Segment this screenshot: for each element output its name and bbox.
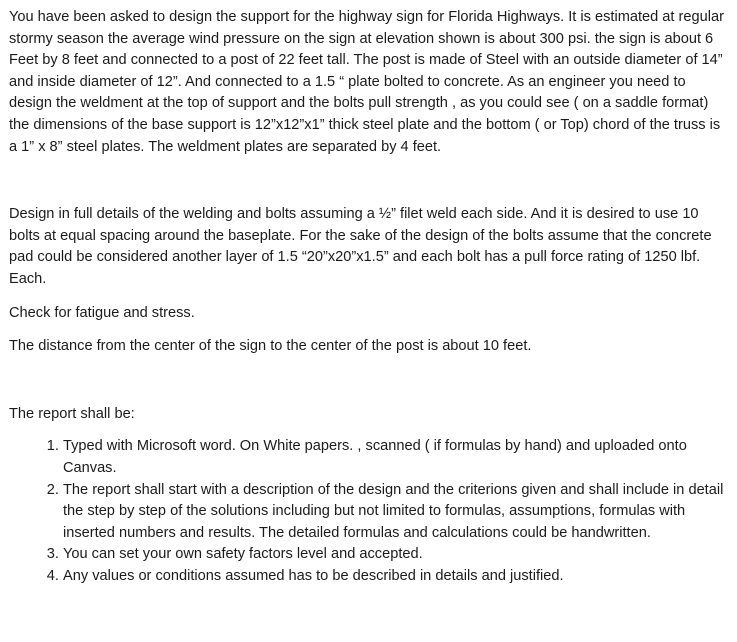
report-requirements-list xyxy=(9,436,725,587)
design-paragraph: Design in full details of the welding and bolts assuming a ½” filet weld each side. And it is desired to use 10 bolts at equal spacing around the baseplate. For the sake of the design of the bolts assume that the concrete pad could be considered another layer of 1.5 “20”x20”x1.5” and each bolt has a pull force rating of 1250 lbf. Each. xyxy=(9,206,712,287)
list-item: 2. The report shall start with a description of the design and the criterions given and shall include in detail the step by step of the solutions including but not limited to formulas, assumptions, formulas with inserted numbers and results. The detailed formulas and calculations could be handwritten. xyxy=(63,480,725,545)
intro-paragraph: You have been asked to design the support for the highway sign for Florida Highways. It is estimated at regular stormy season the average wind pressure on the sign at elevation shown is about 300 psi. the sign is about 6 Feet by 8 feet and connected to a post of 22 feet tall. The post is made of Steel with an outside diameter of 14” and inside diameter of 12”. And connected to a 1.5 “ plate bolted to concrete. As an engineer you need to design the weldment at the top of support and the bolts pull strength , as you could see ( on a saddle format) the dimensions of the base support is 12”x12”x1” thick steel plate and the bottom ( or Top) chord of the truss is a 1” x 8” steel plates. The weldment plates are separated by 4 feet. xyxy=(9,9,724,155)
document-page xyxy=(9,7,725,587)
list-item: 1. Typed with Microsoft word. On White papers. , scanned ( if formulas by hand) and uploaded onto Canvas. xyxy=(63,436,725,479)
list-item: 3. You can set your own safety factors level and accepted. xyxy=(63,544,725,566)
list-item: 4. Any values or conditions assumed has to be described in details and justified. xyxy=(63,566,725,588)
distance-paragraph: The distance from the center of the sign to the center of the post is about 10 feet. xyxy=(9,338,532,355)
check-paragraph: Check for fatigue and stress. xyxy=(9,304,195,321)
report-intro-paragraph: The report shall be: xyxy=(9,405,135,422)
